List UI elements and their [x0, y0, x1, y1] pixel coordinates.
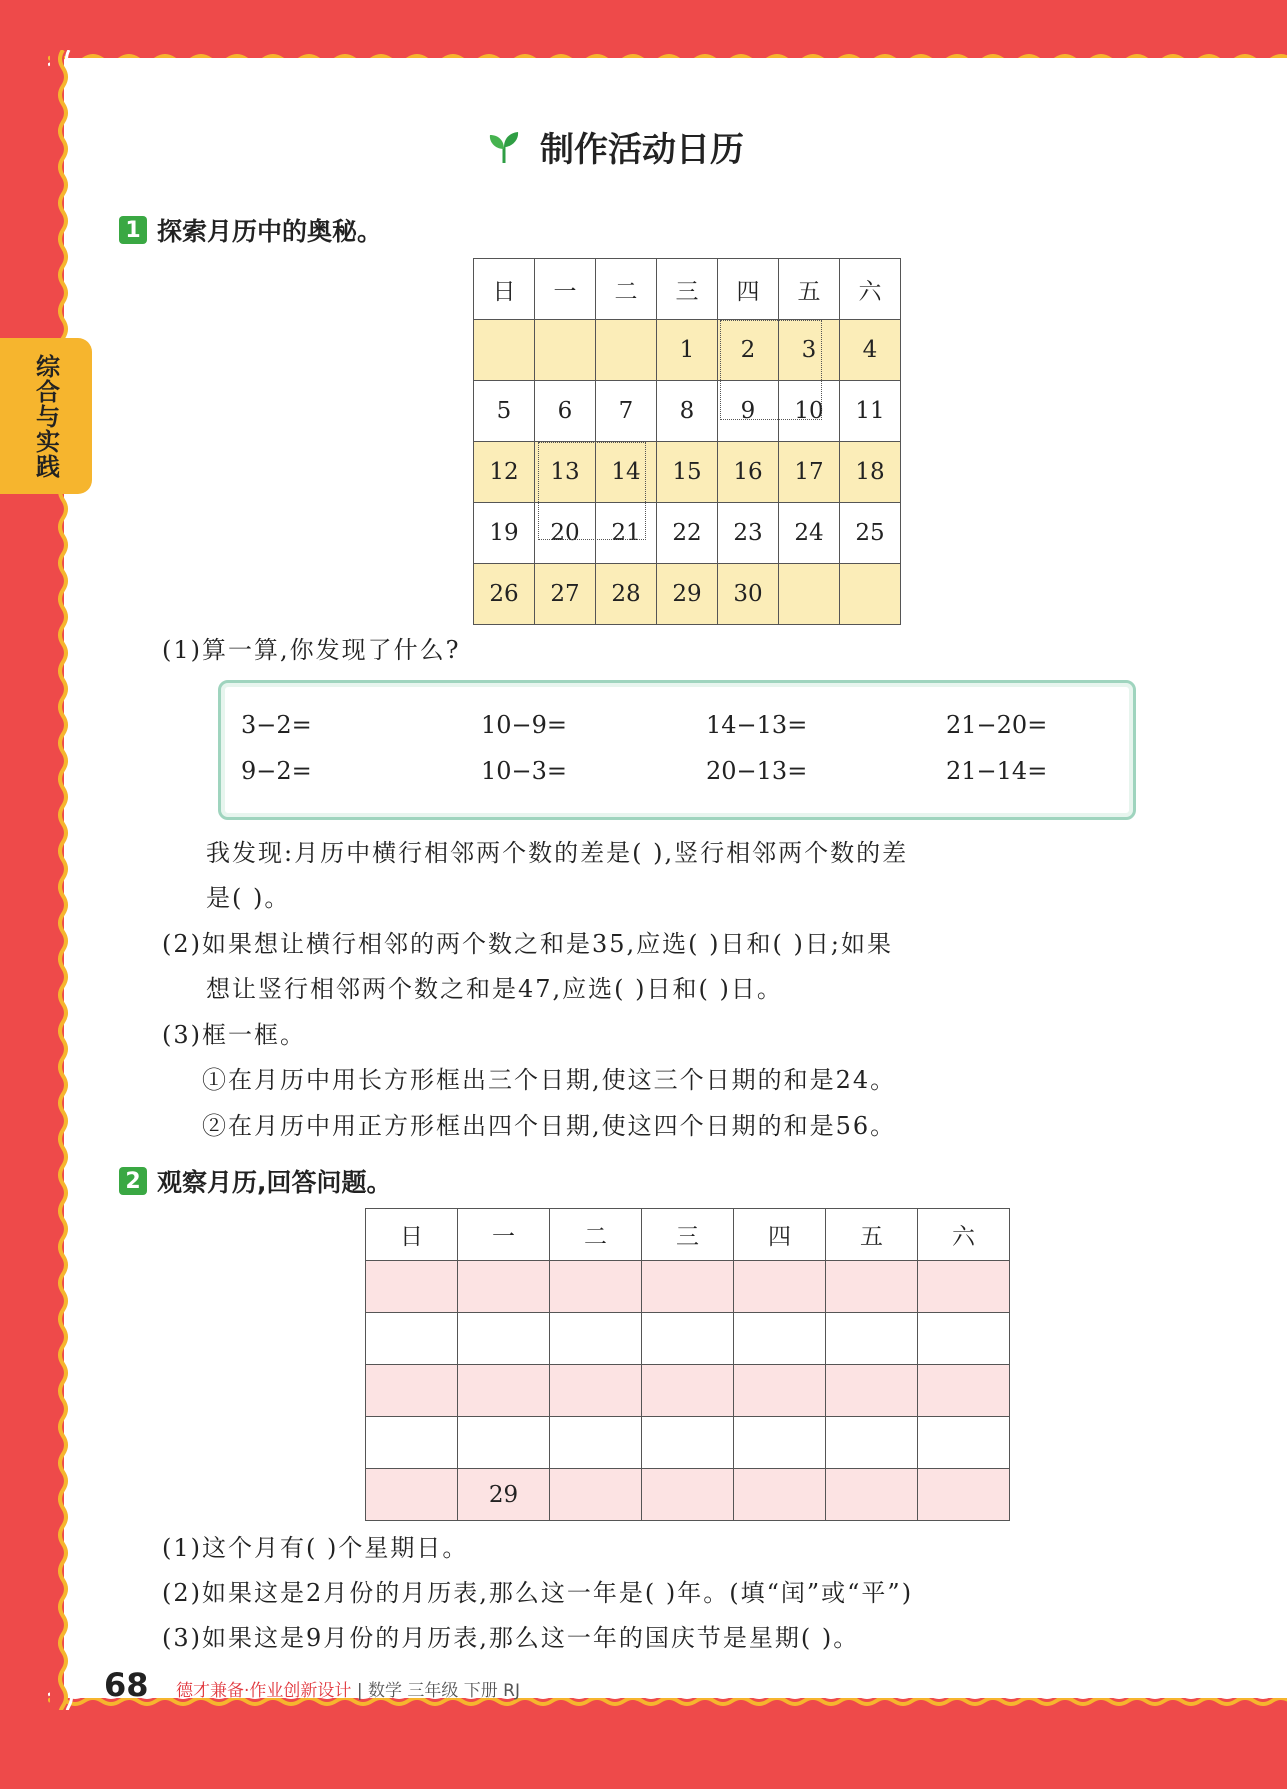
- calendar-2-row: [366, 1417, 1010, 1469]
- day-cell: [550, 1417, 642, 1469]
- day-cell: 20: [535, 503, 596, 564]
- day-cell: [840, 564, 901, 625]
- wavy-border-left: [50, 50, 76, 1710]
- calendar-2-row: [366, 1313, 1010, 1365]
- day-cell: 13: [535, 442, 596, 503]
- day-cell: [458, 1261, 550, 1313]
- weekday-sun: 日: [474, 259, 535, 320]
- day-cell: 28: [596, 564, 657, 625]
- day-cell: [826, 1469, 918, 1521]
- q2-sub3: (3)如果这是9月份的月历表,那么这一年的国庆节是星期( )。: [162, 1624, 860, 1652]
- weekday-mon: 一: [535, 259, 596, 320]
- page-title: 制作活动日历: [486, 122, 744, 171]
- day-cell: [458, 1365, 550, 1417]
- weekday-wed: 三: [657, 259, 718, 320]
- q1-sub3: (3)框一框。: [162, 1021, 306, 1049]
- day-cell: [642, 1261, 734, 1313]
- weekday-tue: 二: [596, 259, 657, 320]
- equation-box: [218, 680, 1136, 820]
- day-cell: 18: [840, 442, 901, 503]
- q1-sub3-b: ②在月历中用正方形框出四个日期,使这四个日期的和是56。: [202, 1112, 897, 1140]
- side-tab: 综合与实践: [0, 338, 92, 494]
- calendar-1-row: [474, 564, 901, 625]
- day-cell: [535, 320, 596, 381]
- day-cell: [550, 1365, 642, 1417]
- weekday-wed: 三: [642, 1209, 734, 1261]
- day-cell: 19: [474, 503, 535, 564]
- dotted-frame-13-14-20-21: [538, 442, 646, 540]
- weekday-thu: 四: [718, 259, 779, 320]
- day-cell: 8: [657, 381, 718, 442]
- day-cell: [734, 1365, 826, 1417]
- equation: 21−14=: [946, 757, 1048, 785]
- calendar-1-header: [474, 259, 901, 320]
- day-cell: [918, 1469, 1010, 1521]
- equation: 10−3=: [481, 757, 568, 785]
- weekday-sun: 日: [366, 1209, 458, 1261]
- q1-sub1: (1)算一算,你发现了什么?: [162, 636, 461, 664]
- day-cell: [366, 1417, 458, 1469]
- day-cell: 27: [535, 564, 596, 625]
- equation: 21−20=: [946, 711, 1048, 739]
- day-cell: [366, 1261, 458, 1313]
- day-cell: [918, 1365, 1010, 1417]
- weekday-tue: 二: [550, 1209, 642, 1261]
- day-cell: 3: [779, 320, 840, 381]
- day-cell: [734, 1417, 826, 1469]
- day-cell: 7: [596, 381, 657, 442]
- day-cell: [642, 1417, 734, 1469]
- day-cell: 26: [474, 564, 535, 625]
- day-cell: [734, 1313, 826, 1365]
- weekday-fri: 五: [826, 1209, 918, 1261]
- day-cell: 29: [458, 1469, 550, 1521]
- day-cell: [642, 1469, 734, 1521]
- q2-sub2: (2)如果这是2月份的月历表,那么这一年是( )年。(填“闰”或“平”): [162, 1579, 914, 1607]
- day-cell: [366, 1365, 458, 1417]
- weekday-sat: 六: [918, 1209, 1010, 1261]
- day-cell: [918, 1261, 1010, 1313]
- calendar-2-row: [366, 1261, 1010, 1313]
- day-cell: [458, 1313, 550, 1365]
- q1-heading: 1 探索月历中的奥秘。: [119, 212, 382, 248]
- day-cell: 2: [718, 320, 779, 381]
- day-cell: [550, 1313, 642, 1365]
- weekday-thu: 四: [734, 1209, 826, 1261]
- day-cell: [366, 1469, 458, 1521]
- day-cell: [550, 1469, 642, 1521]
- calendar-2: [365, 1208, 1010, 1521]
- day-cell: 25: [840, 503, 901, 564]
- q2-heading: 2 观察月历,回答问题。: [119, 1163, 392, 1199]
- q2-number: 2: [119, 1167, 147, 1195]
- day-cell: 11: [840, 381, 901, 442]
- day-cell: [918, 1313, 1010, 1365]
- day-cell: [826, 1261, 918, 1313]
- day-cell: 15: [657, 442, 718, 503]
- equation: 14−13=: [706, 711, 808, 739]
- calendar-2-row: [366, 1365, 1010, 1417]
- weekday-sat: 六: [840, 259, 901, 320]
- day-cell: 14: [596, 442, 657, 503]
- day-cell: 12: [474, 442, 535, 503]
- q1-sub2-line2: 想让竖行相邻两个数之和是47,应选( )日和( )日。: [206, 975, 783, 1003]
- day-cell: [550, 1261, 642, 1313]
- day-cell: 30: [718, 564, 779, 625]
- dotted-frame-2-3-9-10: [720, 320, 822, 420]
- calendar-1-row: [474, 320, 901, 381]
- page-number: 68: [104, 1666, 149, 1704]
- day-cell: 22: [657, 503, 718, 564]
- day-cell: 21: [596, 503, 657, 564]
- day-cell: [458, 1417, 550, 1469]
- equation: 10−9=: [481, 711, 568, 739]
- footer-brand: 德才兼备·作业创新设计: [176, 1681, 352, 1701]
- weekday-mon: 一: [458, 1209, 550, 1261]
- day-cell: [474, 320, 535, 381]
- q1-finding-line2: 是( )。: [206, 884, 291, 912]
- day-cell: 5: [474, 381, 535, 442]
- day-cell: [918, 1417, 1010, 1469]
- day-cell: 16: [718, 442, 779, 503]
- calendar-2-row: [366, 1469, 1010, 1521]
- day-cell: 9: [718, 381, 779, 442]
- day-cell: 29: [657, 564, 718, 625]
- day-cell: [779, 564, 840, 625]
- q1-finding-line1: 我发现:月历中横行相邻两个数的差是( ),竖行相邻两个数的差: [206, 839, 909, 867]
- q1-sub2-line1: (2)如果想让横行相邻的两个数之和是35,应选( )日和( )日;如果: [162, 930, 893, 958]
- day-cell: [734, 1261, 826, 1313]
- day-cell: 10: [779, 381, 840, 442]
- day-cell: 24: [779, 503, 840, 564]
- day-cell: 23: [718, 503, 779, 564]
- day-cell: [366, 1313, 458, 1365]
- footer-text: [176, 1676, 520, 1701]
- day-cell: 4: [840, 320, 901, 381]
- day-cell: [826, 1313, 918, 1365]
- day-cell: 6: [535, 381, 596, 442]
- equation: 9−2=: [241, 757, 312, 785]
- equation: 20−13=: [706, 757, 808, 785]
- day-cell: [734, 1469, 826, 1521]
- day-cell: [642, 1365, 734, 1417]
- day-cell: 17: [779, 442, 840, 503]
- day-cell: [826, 1365, 918, 1417]
- day-cell: [642, 1313, 734, 1365]
- day-cell: [596, 320, 657, 381]
- calendar-1-row: [474, 381, 901, 442]
- weekday-fri: 五: [779, 259, 840, 320]
- day-cell: [826, 1417, 918, 1469]
- sprout-icon: [486, 129, 522, 165]
- calendar-2-header: [366, 1209, 1010, 1261]
- footer-info: | 数学 三年级 下册 RJ: [356, 1681, 520, 1701]
- q1-sub3-a: ①在月历中用长方形框出三个日期,使这三个日期的和是24。: [202, 1066, 897, 1094]
- q2-sub1: (1)这个月有( )个星期日。: [162, 1534, 469, 1562]
- equation: 3−2=: [241, 711, 312, 739]
- q1-number: 1: [119, 216, 147, 244]
- day-cell: 1: [657, 320, 718, 381]
